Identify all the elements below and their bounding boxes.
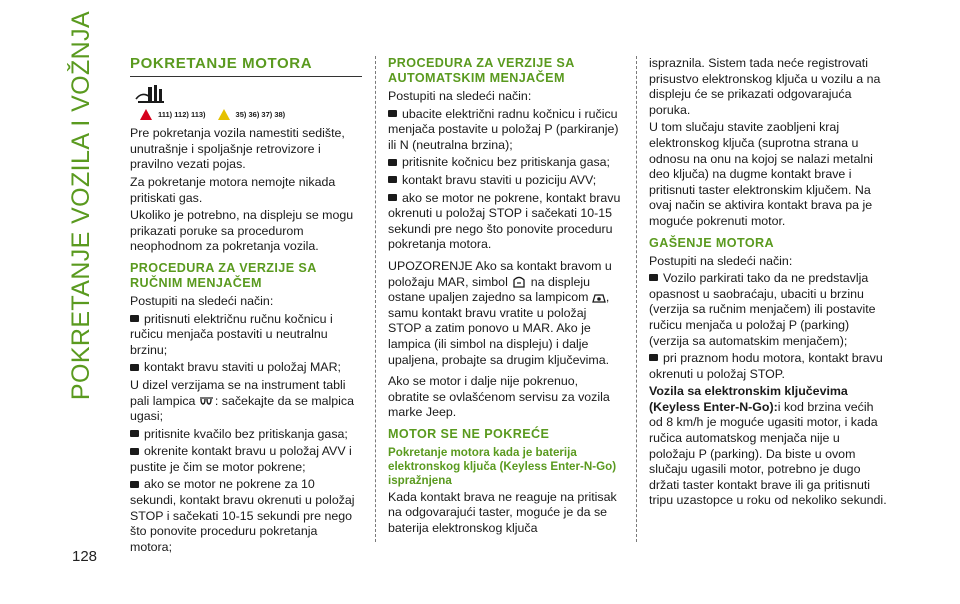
- diesel-note-text: : sačekajte da se malpica ugasi;: [130, 393, 355, 424]
- list-item: pritisnite kvačilo bez pritiskanja gasa;: [130, 427, 362, 443]
- list-item: pritisnite kočnicu bez pritiskanja gasa;: [388, 155, 622, 171]
- chapter-sidebar: [62, 10, 102, 400]
- section-heading-engine-not-starting: MOTOR SE NE POKREĆE: [388, 426, 550, 441]
- diesel-note-text: U dizel verzijama se na instrument tabli pali lampica: [130, 377, 346, 408]
- subheading-keyless-battery: Pokretanje motora kada je baterija elektronskog ključa (Keyless Enter-N-Go) ispražnjena: [388, 445, 617, 487]
- chapter-title: POKRETANJE VOZILA I VOŽNJA: [67, 10, 96, 400]
- column-3: [649, 56, 887, 511]
- list-item: kontakt bravu staviti u položaj MAR;: [130, 360, 362, 376]
- immobilizer-lamp-icon: [592, 292, 606, 304]
- intro-text: Postupiti na sledeći način:: [649, 253, 793, 268]
- engine-start-tech-icon: [134, 83, 166, 105]
- list-item: ako se motor ne pokrene, kontakt bravu okrenuti u položaj STOP i sačekati 10-15 sekundi pre nego što ponovite proceduru pokretanja motora.: [388, 190, 621, 252]
- warning-text: UPOZORENJE Ako sa kontakt bravom u položaju MAR, simbol: [388, 258, 612, 289]
- key-symbol-icon: [511, 275, 527, 289]
- list-item: kontakt bravu staviti u poziciju AVV;: [388, 173, 622, 189]
- page-number: 128: [72, 548, 98, 565]
- keyless-label: Vozila sa elektronskim ključevima (Keyless Enter-N-Go):: [649, 384, 848, 414]
- list-item: ako se motor ne pokrene za 10 sekundi, kontakt bravu okrenuti u položaj STOP i sačekati 10-15 sekundi pre nego što ponovite proceduru pokretanja motora;: [130, 477, 362, 555]
- column-divider: [636, 56, 637, 542]
- intro-text: Postupiti na sledeći način:: [388, 89, 532, 103]
- column-2: [388, 56, 622, 539]
- intro-text: Postupiti na sledeći način:: [130, 293, 274, 308]
- section-heading-stopping-engine: GAŠENJE MOTORA: [649, 235, 775, 250]
- diesel-note: [130, 378, 362, 425]
- paragraph: Pre pokretanja vozila namestiti sedište, unutrašnje i spoljašnje retrovizore i pravilno vezati pojas.: [130, 126, 345, 172]
- warning-paragraph: [388, 259, 622, 368]
- warning-references: [140, 107, 362, 123]
- column-divider: [375, 56, 376, 542]
- warning-text: , samu kontakt bravu vratite u položaj STOP a zatim ponovo u MAR. Ako je lampica (ili simbol na displeju) i dalje upaljena, probajte sa drugim ključevima.: [388, 290, 610, 367]
- danger-references: 111) 112) 113): [158, 109, 206, 119]
- paragraph: Za pokretanje motora nemojte nikada pritiskati gas.: [130, 174, 336, 205]
- danger-warning-icon: [140, 109, 152, 120]
- section-heading-automatic: PROCEDURA ZA VERZIJE SA AUTOMATSKIM MENJAČEM: [388, 56, 575, 85]
- paragraph: Ukoliko je potrebno, na displeju se mogu prikazati poruke sa procedurom neophodnom za pokretanja vozila.: [130, 208, 354, 254]
- paragraph: U tom slučaju stavite zaobljeni kraj elektronskog ključa (suprotna strana u odnosu na onu na kojoj se nalazi metalni deo ključa) na dugme kontakt brave i pritisnuti taster elektronskim ključem. Na ovaj način se aktivira kontakt brava pa je moguće pokrenuti motor.: [649, 120, 873, 228]
- section-heading-manual: PROCEDURA ZA VERZIJE SA RUČNIM MENJAČEM: [130, 260, 317, 290]
- column-1: [130, 56, 362, 557]
- warning-text: na displeju ostane upaljen zajedno sa lampicom: [388, 274, 590, 305]
- paragraph: ispraznila. Sistem tada neće registrovati prisustvo elektronskog ključa u vozilu a na displeju će se prikazati odgovarajuća poruka.: [649, 56, 881, 117]
- caution-references: 35) 36) 37) 38): [235, 109, 286, 119]
- list-item: pritisnuti električnu ručnu kočnicu i ručicu menjača postaviti u neutralnu brzinu;: [130, 312, 362, 359]
- paragraph: Kada kontakt brava ne reaguje na pritisak na odgovarajući taster, moguće je da se baterija elektronskog ključa: [388, 489, 617, 536]
- caution-warning-icon: [218, 109, 230, 120]
- section-heading-starting-engine: POKRETANJE MOTORA: [130, 56, 362, 77]
- paragraph: Ako se motor i dalje nije pokrenuo, obratite se ovlašćenom servisu za vozila marke Jeep.: [388, 374, 610, 420]
- list-item: Vozilo parkirati tako da ne predstavlja opasnost u saobraćaju, ubaciti u brzinu (verzija sa ručnim menjačem) ili postavite ručicu menjača u položaj P (parking) (verzija sa automatskim menjačem);: [649, 271, 887, 349]
- keyless-paragraph: [649, 384, 887, 509]
- list-item: okrenite kontakt bravu u položaj AVV i pustite je čim se motor pokrene;: [130, 444, 362, 475]
- list-item: ubacite električni radnu kočnicu i ručicu menjača postavite u položaj P (parkiranje) ili N (neutralna brzina);: [388, 107, 622, 154]
- keyless-text: i kod brzina većih od 8 km/h je moguće ugasiti motor, i kada ručica automatskog menjača nije u položaju P (parking). Da biste u ovom slučaju ugasili motor, potrebno je dugo držati taster kontakt brave ili ga pritisnuti tripu uzastopce u roku od nekoliko sekundi.: [649, 399, 887, 508]
- list-item: pri praznom hodu motora, kontakt bravu okrenuti u položaj STOP.: [649, 351, 887, 382]
- glow-plug-icon: [199, 396, 215, 406]
